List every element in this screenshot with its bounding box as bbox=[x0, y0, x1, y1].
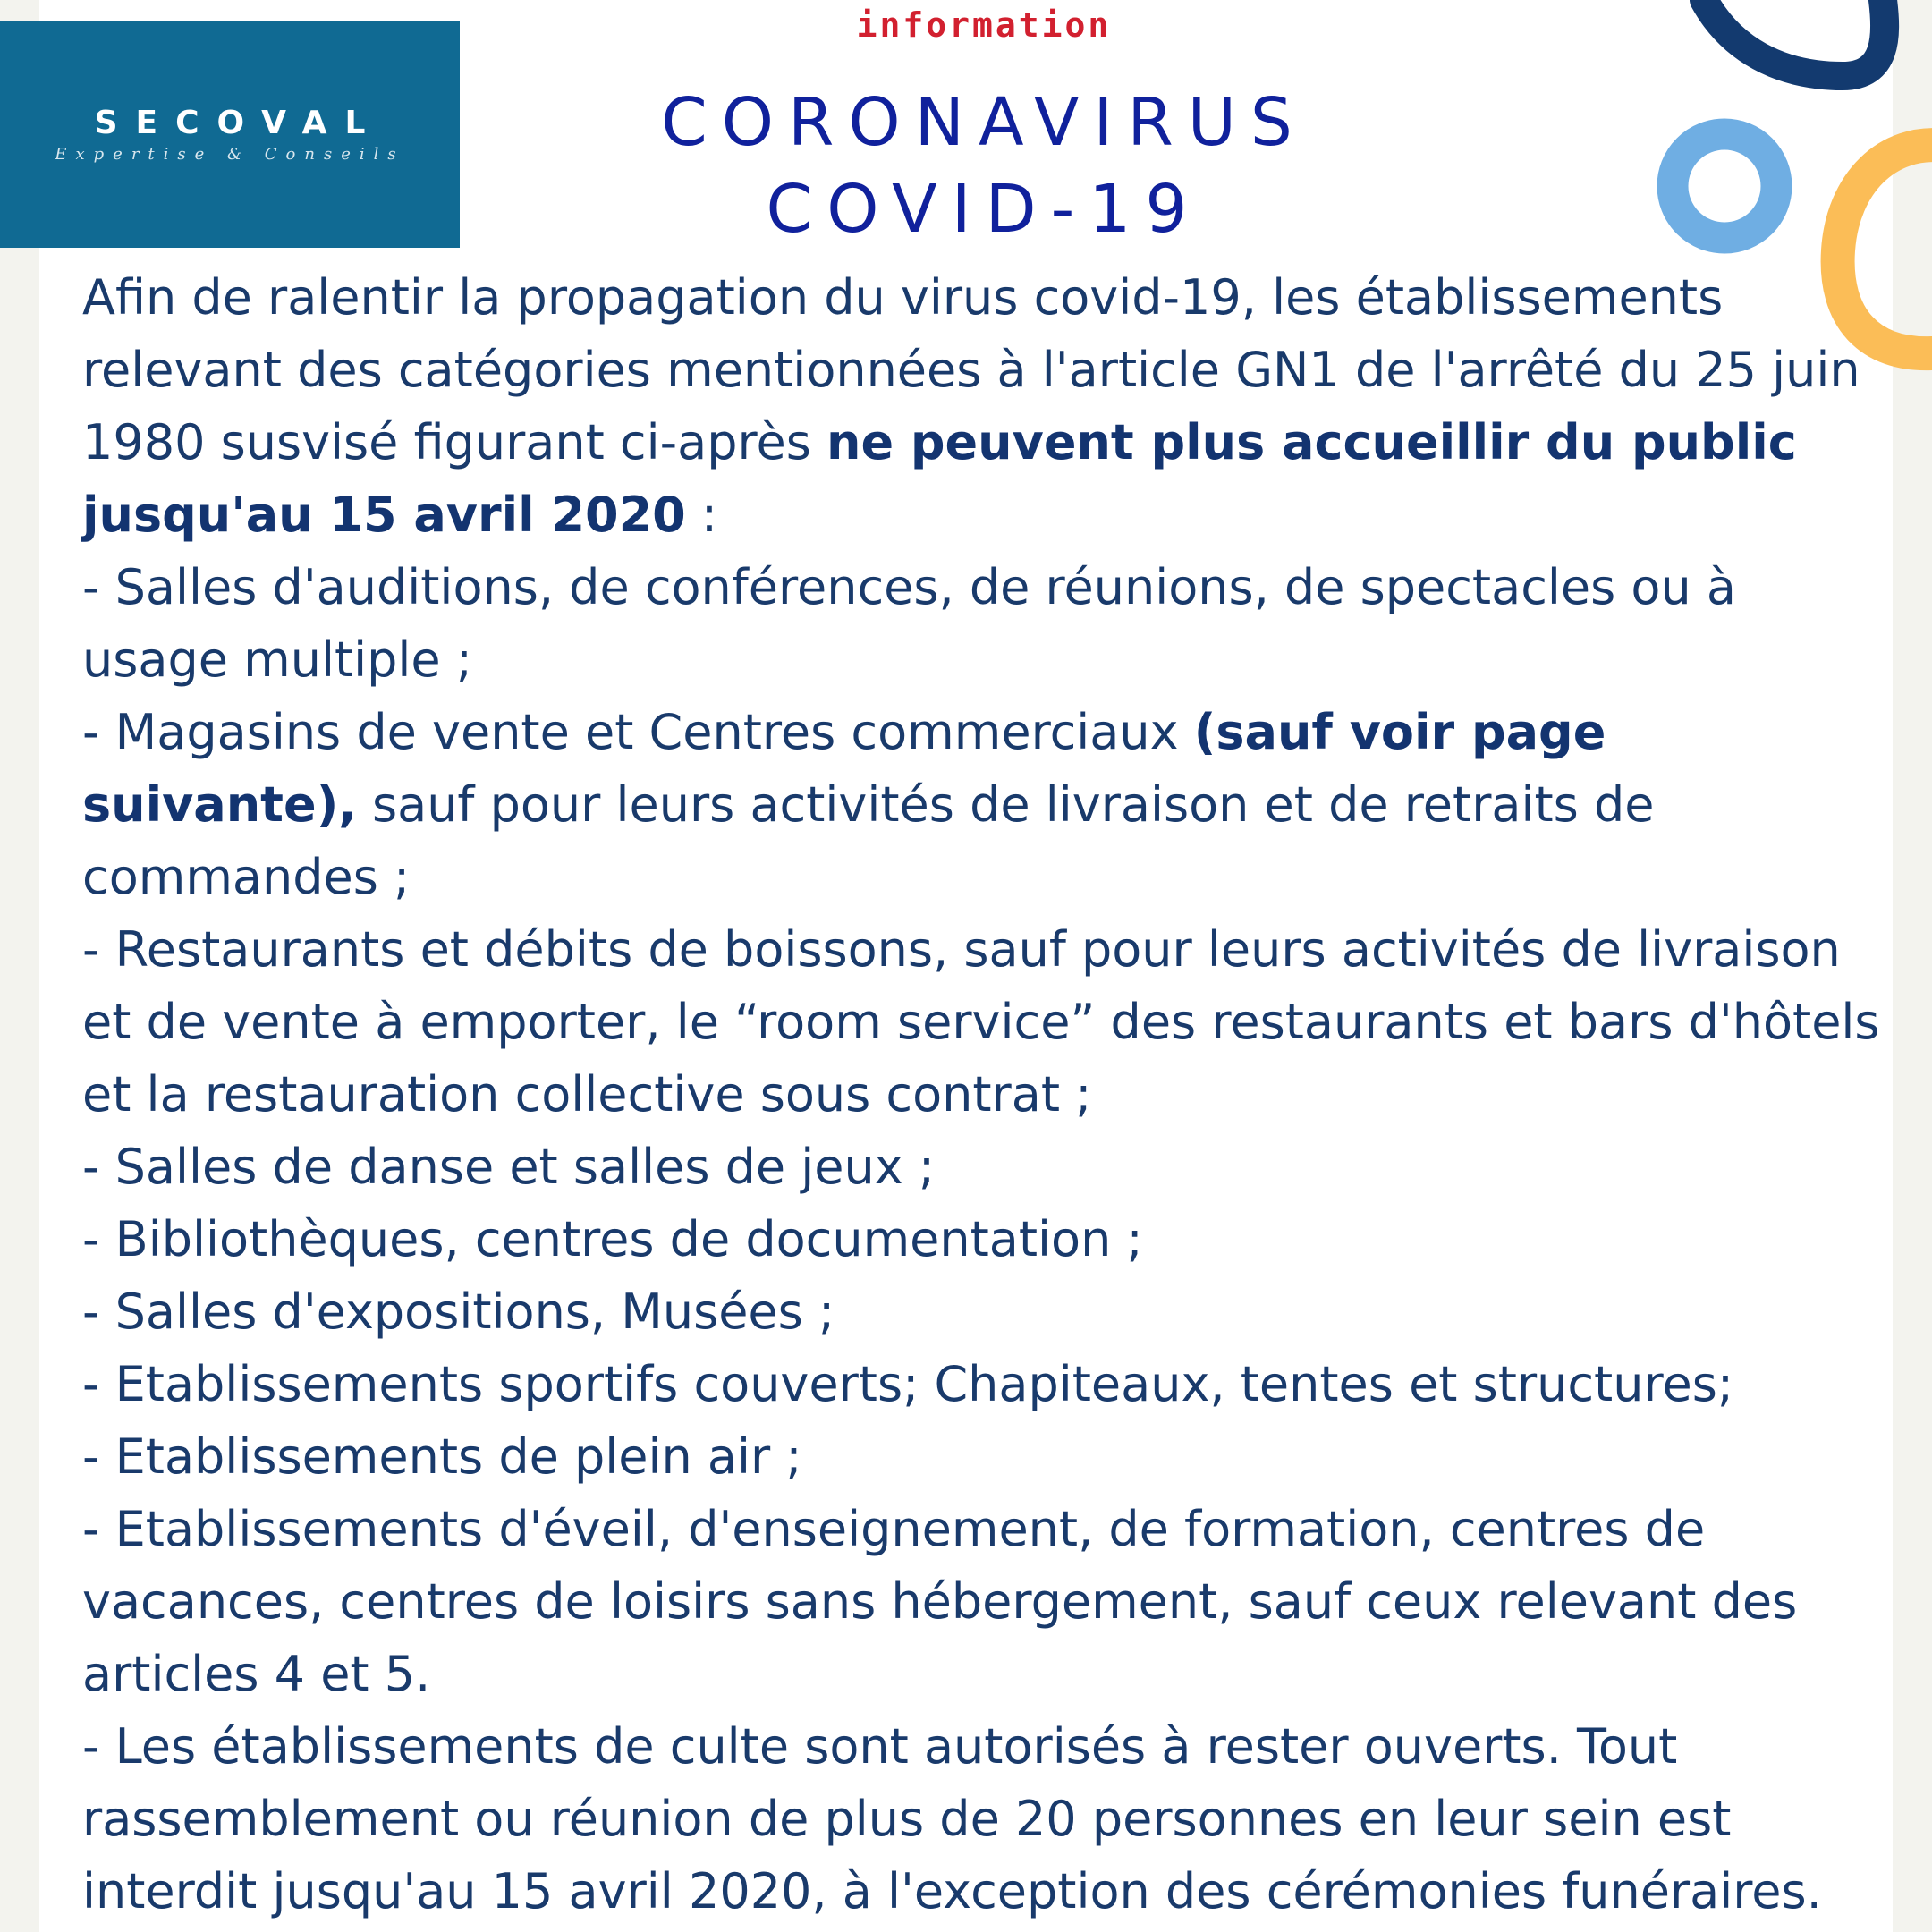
logo-tagline: Expertise & Conseils bbox=[55, 144, 405, 164]
list-item: - Salles d'auditions, de conférences, de réunions, de spectacles ou à usage multiple ; bbox=[82, 559, 1736, 688]
list-item: - Salles d'expositions, Musées ; bbox=[82, 1284, 835, 1340]
title-covid19: COVID-19 bbox=[766, 171, 1202, 248]
list-item: - Les établissements de culte sont autorisés à rester ouverts. Tout rassemblement ou réunion de plus de 20 personnes en leur sein est interdit jusqu'au 15 avril 2020, à l'exception des cérémonies funéraires. bbox=[82, 1718, 1822, 1919]
list-item: - Etablissements de plein air ; bbox=[82, 1428, 802, 1485]
list-item: - Bibliothèques, centres de documentation ; bbox=[82, 1211, 1143, 1267]
list-item: - Salles de danse et salles de jeux ; bbox=[82, 1139, 936, 1195]
item-2-end: sauf pour leurs activités de livraison et de retraits de commandes ; bbox=[82, 776, 1655, 905]
logo-name: SECOVAL bbox=[94, 104, 384, 141]
notice-body bbox=[82, 261, 1889, 1928]
intro-text: Afin de ralentir la propagation du virus covid-19, les établissements relevant des catégories mentionnées à l'article GN1 de l'arrêté du 25 juin 1980 susvisé figurant ci-après bbox=[82, 269, 1860, 470]
list-item: - Etablissements d'éveil, d'enseignement, de formation, centres de vacances, centres de loisirs sans hébergement, sauf ceux relevant des articles 4 et 5. bbox=[82, 1501, 1798, 1702]
title-coronavirus: CORONAVIRUS bbox=[661, 84, 1307, 161]
intro-emphasis: ne peuvent plus accueillir du public jusqu'au 15 avril 2020 bbox=[82, 414, 1797, 543]
list-item: - Restaurants et débits de boissons, sauf pour leurs activités de livraison et de vente à emporter, le “room service” des restaurants et bars d'hôtels et la restauration collective sous contrat ; bbox=[82, 921, 1880, 1123]
intro-paragraph bbox=[82, 261, 1889, 551]
intro-end: : bbox=[685, 487, 718, 543]
information-label: information bbox=[856, 5, 1112, 45]
item-2-emphasis: (sauf voir page suivante), bbox=[82, 704, 1606, 833]
list-item bbox=[82, 696, 1889, 913]
list-item: - Etablissements sportifs couverts; Chapiteaux, tentes et structures; bbox=[82, 1356, 1734, 1412]
item-2-start: - Magasins de vente et Centres commerciaux bbox=[82, 704, 1194, 760]
